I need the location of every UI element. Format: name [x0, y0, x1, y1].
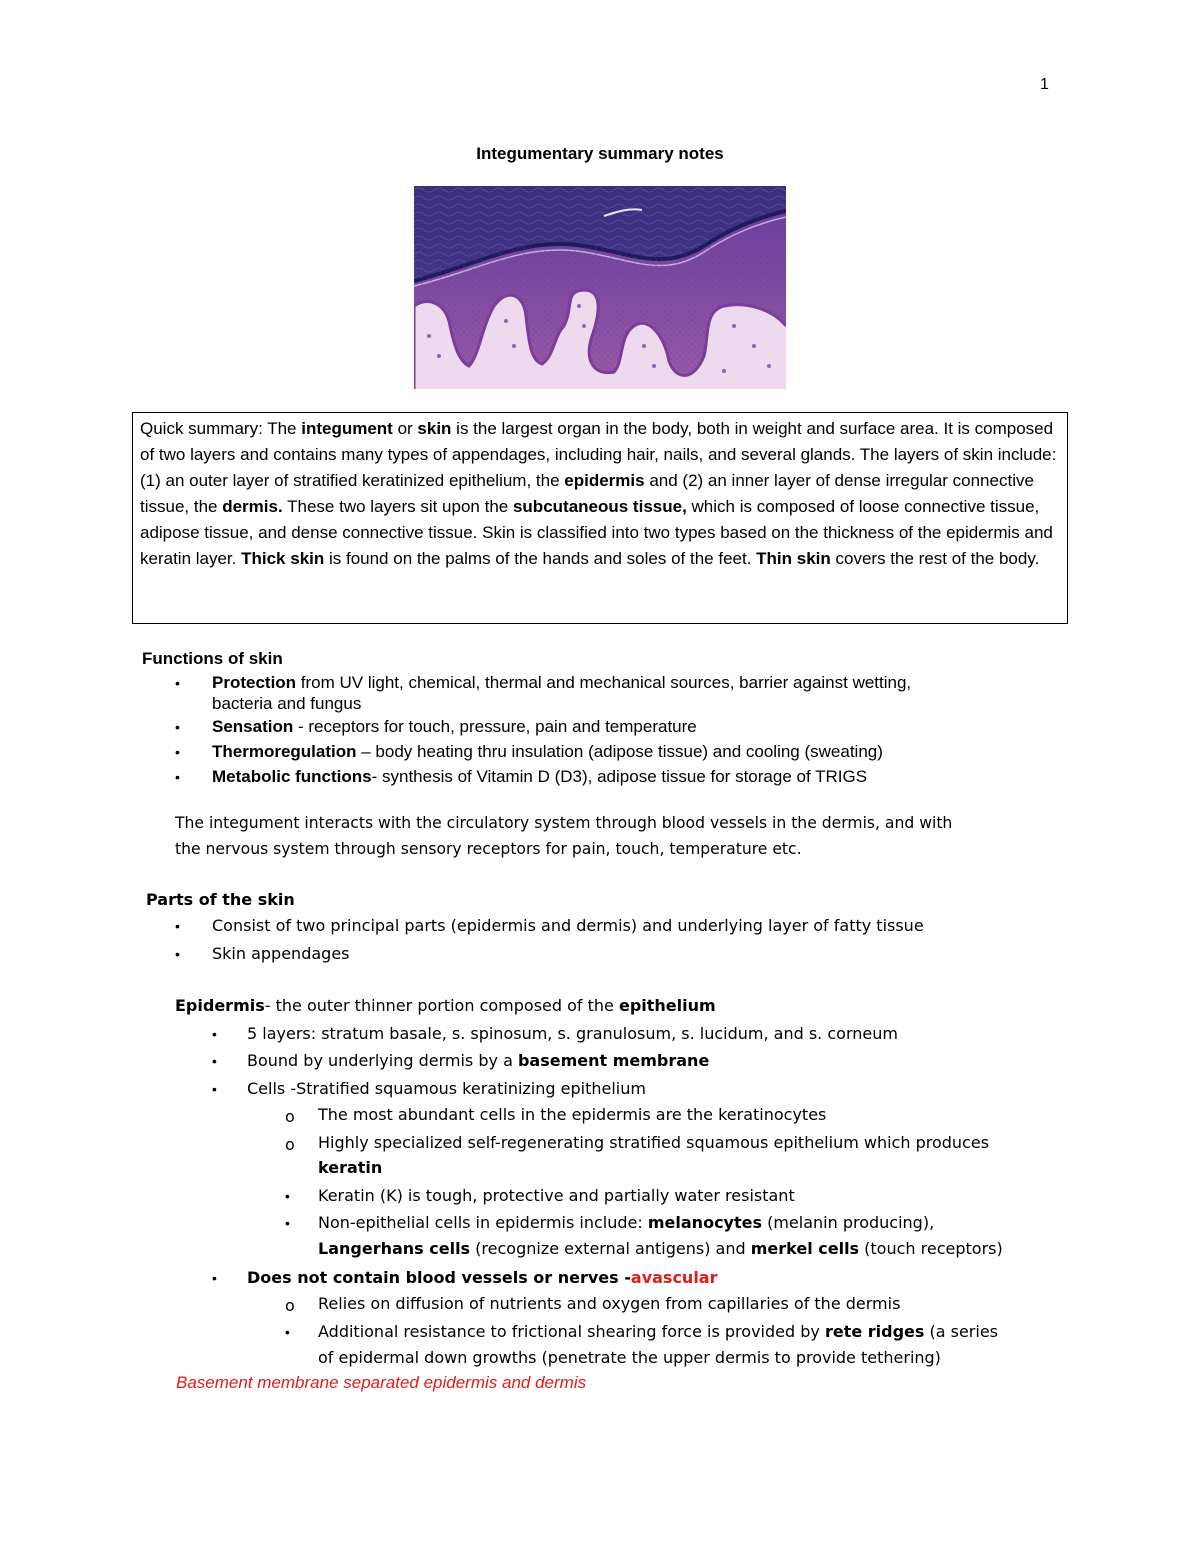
avascular-red: avascular	[630, 1268, 718, 1287]
sub4-merkel: merkel cells	[750, 1239, 860, 1258]
parts-item: Consist of two principal parts (epidermis and dermis) and underlying layer of fatty tissue	[212, 916, 924, 935]
sub-bullet-circle: o	[285, 1296, 295, 1315]
bullet: •	[175, 918, 180, 934]
summary-sentence-6: covers the rest of the body.	[830, 549, 1040, 568]
epidermis-bound	[247, 1051, 709, 1070]
bullet: •	[175, 675, 180, 691]
page-number: 1	[1040, 76, 1049, 93]
skin-histology-image	[414, 186, 786, 389]
function-term: Protection	[212, 673, 297, 692]
summary-term-thick-skin: Thick skin	[241, 549, 325, 568]
bullet: •	[285, 1188, 290, 1204]
summary-term-integument: integument	[301, 419, 393, 438]
function-text: - synthesis of Vitamin D (D3), adipose tissue for storage of TRIGS	[371, 767, 868, 786]
bound-bold: basement membrane	[517, 1051, 710, 1070]
rete-bold: rete ridges	[824, 1322, 925, 1341]
avascular-text: Does not contain blood vessels or nerves -	[247, 1268, 631, 1287]
epidermis-sub-4	[318, 1213, 934, 1232]
summary-lead: Quick summary: The	[140, 419, 302, 438]
epidermis-term: Epidermis	[175, 996, 265, 1015]
sub4-melanocytes: melanocytes	[647, 1213, 762, 1232]
summary-sentence-4: which is composed of loose connective tissue, adipose tissue, and dense connective tissue. Skin is classified into two types based on the thickness of the epidermis and keratin layer.	[140, 497, 1053, 568]
epidermis-diffusion: Relies on diffusion of nutrients and oxygen from capillaries of the dermis	[318, 1294, 901, 1313]
epidermis-sub-4-line2	[318, 1239, 1003, 1258]
bullet: •	[212, 1270, 217, 1286]
function-term: Thermoregulation	[212, 742, 357, 761]
function-item-metabolic	[212, 767, 867, 787]
summary-term-epidermis: epidermis	[564, 471, 645, 490]
bullet: •	[175, 769, 180, 785]
function-item-protection	[212, 673, 911, 693]
summary-text	[140, 416, 1060, 572]
function-text: - receptors for touch, pressure, pain and temperature	[293, 717, 697, 736]
epidermis-intro: - the outer thinner portion composed of the	[264, 996, 619, 1015]
sub4-text: (recognize external antigens) and	[470, 1239, 751, 1258]
rete-text: (a series	[924, 1322, 999, 1341]
interaction-line-1: The integument interacts with the circulatory system through blood vessels in the dermis, and with	[175, 814, 953, 832]
epidermis-intro-bold: epithelium	[618, 996, 716, 1015]
functions-heading: Functions of skin	[142, 649, 283, 668]
summary-term-thin-skin: Thin skin	[756, 549, 831, 568]
sub4-text: Non-epithelial cells in epidermis include:	[318, 1213, 648, 1232]
function-term: Sensation	[212, 717, 294, 736]
summary-term-subcutaneous: subcutaneous tissue,	[512, 497, 687, 516]
summary-sentence-2: and (2) an inner layer of dense irregular connective tissue, the	[140, 471, 1034, 516]
basement-membrane-note: Basement membrane separated epidermis and dermis	[176, 1373, 587, 1392]
epidermis-cells: Cells -Stratified squamous keratinizing epithelium	[247, 1079, 646, 1098]
epidermis-rete-line2: of epidermal down growths (penetrate the upper dermis to provide tethering)	[318, 1348, 941, 1367]
document-title: Integumentary summary notes	[476, 144, 724, 163]
bullet: •	[285, 1215, 290, 1231]
summary-sentence-5: is found on the palms of the hands and soles of the feet.	[324, 549, 757, 568]
epidermis-sub-2-keratin: keratin	[318, 1158, 383, 1177]
epidermis-layers: 5 layers: stratum basale, s. spinosum, s. granulosum, s. lucidum, and s. corneum	[247, 1024, 898, 1043]
summary-sentence-1: is the largest organ in the body, both in weight and surface area. It is composed of two layers and contains many types of appendages, including hair, nails, and several glands. The layers of skin include: (1) an outer layer of stratified keratinized epithelium, the	[140, 419, 1057, 490]
bullet: •	[175, 744, 180, 760]
summary-or: or	[392, 419, 418, 438]
parts-heading: Parts of the skin	[146, 890, 295, 909]
sub4-text: (touch receptors)	[859, 1239, 1003, 1258]
function-text: – body heating thru insulation (adipose tissue) and cooling (sweating)	[356, 742, 883, 761]
summary-term-skin: skin	[417, 419, 452, 438]
summary-term-dermis: dermis.	[222, 497, 283, 516]
epidermis-heading	[175, 996, 716, 1015]
sub4-text: (melanin producing),	[762, 1213, 935, 1232]
function-term: Metabolic functions	[212, 767, 372, 786]
rete-text: Additional resistance to frictional shearing force is provided by	[318, 1322, 825, 1341]
bullet: •	[175, 719, 180, 735]
summary-sentence-3: These two layers sit upon the	[282, 497, 513, 516]
sub-bullet-circle: o	[285, 1135, 295, 1154]
function-item-thermoregulation	[212, 742, 883, 762]
bullet: •	[212, 1026, 217, 1042]
function-item-protection-line2: bacteria and fungus	[212, 694, 362, 713]
epidermis-rete	[318, 1322, 998, 1341]
function-item-sensation	[212, 717, 697, 737]
epidermis-sub-3: Keratin (K) is tough, protective and partially water resistant	[318, 1186, 795, 1205]
bullet: •	[175, 946, 180, 962]
interaction-line-2: the nervous system through sensory receptors for pain, touch, temperature etc.	[175, 840, 802, 858]
parts-item: Skin appendages	[212, 944, 350, 963]
epidermis-sub-2: Highly specialized self-regenerating stratified squamous epithelium which produces	[318, 1133, 990, 1152]
sub4-langerhans: Langerhans cells	[318, 1239, 471, 1258]
epidermis-avascular	[247, 1268, 717, 1287]
sub-bullet-circle: o	[285, 1107, 295, 1126]
bullet: •	[212, 1053, 217, 1069]
bound-text: Bound by underlying dermis by a	[247, 1051, 518, 1070]
function-text: from UV light, chemical, thermal and mechanical sources, barrier against wetting,	[296, 673, 912, 692]
bullet: •	[285, 1324, 290, 1340]
epidermis-sub-1: The most abundant cells in the epidermis are the keratinocytes	[318, 1105, 827, 1124]
bullet: •	[212, 1081, 217, 1097]
